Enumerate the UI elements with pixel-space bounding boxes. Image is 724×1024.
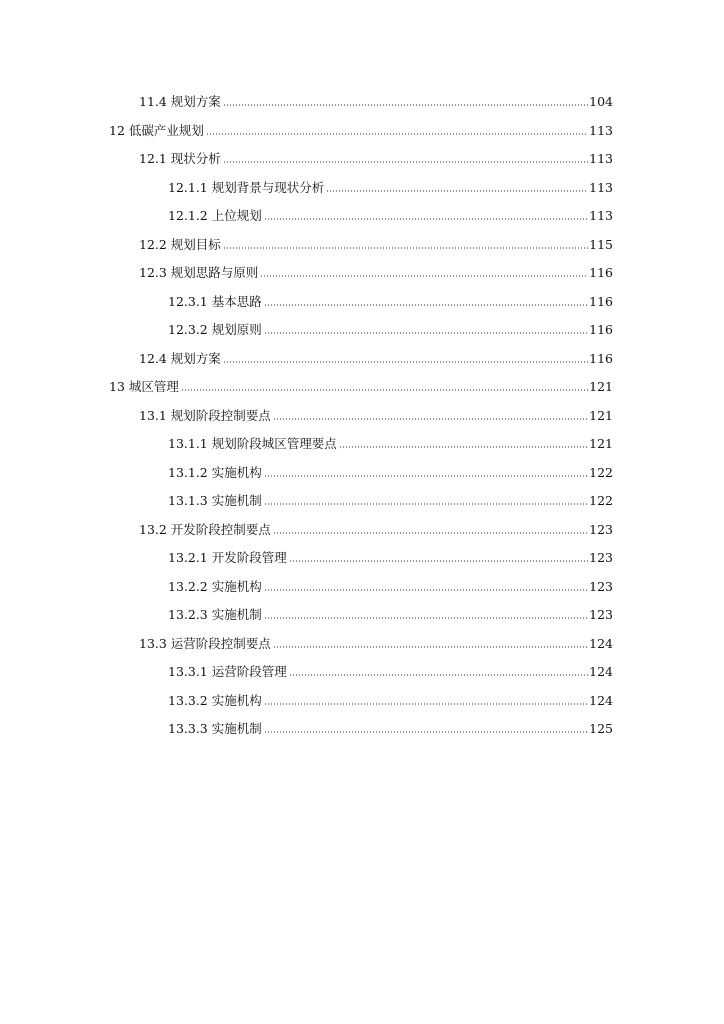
dot-leader — [273, 531, 588, 535]
dot-leader — [264, 331, 588, 335]
toc-entry[interactable] — [168, 318, 613, 338]
toc-page-number: 122 — [589, 493, 613, 508]
dot-leader — [273, 645, 588, 649]
toc-entry[interactable] — [168, 603, 613, 623]
toc-entry-title: 12.3.1 基本思路 — [168, 293, 262, 309]
toc-entry[interactable] — [109, 119, 613, 139]
toc-entry[interactable] — [168, 489, 613, 509]
dot-leader — [181, 388, 588, 392]
toc-page-number: 124 — [589, 692, 613, 708]
toc-entry[interactable] — [168, 689, 613, 709]
toc-page-number: 125 — [589, 721, 613, 736]
toc-page-number: 122 — [589, 464, 613, 480]
toc-entry-title: 12.2 规划目标 — [139, 236, 221, 252]
toc-entry[interactable] — [139, 90, 613, 110]
dot-leader — [264, 303, 588, 307]
dot-leader — [260, 274, 588, 278]
toc-page-number: 113 — [589, 122, 613, 138]
dot-leader — [223, 160, 588, 164]
toc-page-number: 123 — [589, 607, 613, 622]
toc-entry[interactable] — [139, 518, 613, 538]
toc-entry[interactable] — [168, 575, 613, 595]
toc-entry[interactable] — [168, 717, 613, 737]
dot-leader — [273, 417, 588, 421]
dot-leader — [289, 673, 588, 677]
dot-leader — [264, 502, 588, 506]
toc-entry-title: 13.2 开发阶段控制要点 — [139, 521, 271, 537]
toc-page-number: 124 — [589, 664, 613, 679]
toc-entry-title: 13 城区管理 — [109, 379, 179, 394]
toc-entry[interactable] — [168, 290, 613, 310]
toc-entry-title: 11.4 规划方案 — [139, 94, 221, 109]
toc-page-number: 123 — [589, 550, 613, 565]
dot-leader — [326, 189, 588, 193]
toc-page-number: 124 — [589, 635, 613, 651]
toc-entry[interactable] — [139, 347, 613, 367]
dot-leader — [264, 702, 588, 706]
toc-entry-title: 13.3.3 实施机制 — [168, 721, 262, 736]
toc-entry-title: 13.1.1 规划阶段城区管理要点 — [168, 436, 337, 451]
toc-entry[interactable] — [139, 233, 613, 253]
toc-page-number: 123 — [589, 578, 613, 594]
toc-page-number: 116 — [589, 322, 613, 337]
toc-entry-title: 13.2.3 实施机制 — [168, 607, 262, 622]
toc-page-number: 121 — [589, 379, 613, 394]
toc-page-number: 116 — [589, 293, 613, 309]
dot-leader — [223, 103, 588, 107]
dot-leader — [264, 474, 588, 478]
dot-leader — [223, 360, 588, 364]
dot-leader — [264, 588, 588, 592]
toc-entry-title: 12.4 规划方案 — [139, 350, 221, 366]
toc-entry[interactable] — [139, 147, 613, 167]
toc-page-number: 116 — [589, 265, 613, 280]
toc-page-number: 104 — [589, 94, 613, 109]
toc-entry-title: 13.2.1 开发阶段管理 — [168, 550, 287, 565]
toc-entry[interactable] — [168, 432, 613, 452]
toc-entry-title: 13.1.3 实施机制 — [168, 493, 262, 508]
toc-entry-title: 12.3.2 规划原则 — [168, 322, 262, 337]
toc-entry-title: 12.1 现状分析 — [139, 151, 221, 166]
toc-page-number: 121 — [589, 407, 613, 423]
dot-leader — [264, 616, 588, 620]
toc-entry[interactable] — [139, 404, 613, 424]
toc-page-number: 123 — [589, 521, 613, 537]
toc-entry[interactable] — [168, 176, 613, 196]
toc-page-number: 121 — [589, 436, 613, 451]
toc-page-number: 113 — [589, 179, 613, 195]
toc-entry-title: 12 低碳产业规划 — [109, 122, 204, 138]
toc-entry[interactable] — [109, 375, 613, 395]
dot-leader — [289, 559, 588, 563]
toc-entry-title: 13.3.1 运营阶段管理 — [168, 664, 287, 679]
toc-entry-title: 13.3.2 实施机构 — [168, 692, 262, 708]
dot-leader — [223, 246, 588, 250]
toc-entry[interactable] — [168, 546, 613, 566]
toc-entry-title: 12.1.1 规划背景与现状分析 — [168, 179, 325, 195]
toc-page-number: 113 — [589, 208, 613, 223]
toc-entry-title: 12.3 规划思路与原则 — [139, 265, 259, 280]
dot-leader — [206, 132, 588, 136]
dot-leader — [264, 730, 588, 734]
dot-leader — [264, 217, 588, 221]
toc-page-number: 116 — [589, 350, 613, 366]
toc-entry-title: 13.3 运营阶段控制要点 — [139, 635, 271, 651]
toc-entry[interactable] — [168, 461, 613, 481]
toc-page-number: 115 — [589, 236, 613, 252]
toc-entry[interactable] — [139, 632, 613, 652]
toc-page-number: 113 — [589, 151, 613, 166]
toc-entry[interactable] — [168, 204, 613, 224]
toc-entry-title: 13.2.2 实施机构 — [168, 578, 262, 594]
toc-entry-title: 12.1.2 上位规划 — [168, 208, 262, 223]
toc-entry-title: 13.1 规划阶段控制要点 — [139, 407, 271, 423]
dot-leader — [339, 445, 588, 449]
toc-entry[interactable] — [139, 261, 613, 281]
toc-entry[interactable] — [168, 660, 613, 680]
toc-entry-title: 13.1.2 实施机构 — [168, 464, 262, 480]
